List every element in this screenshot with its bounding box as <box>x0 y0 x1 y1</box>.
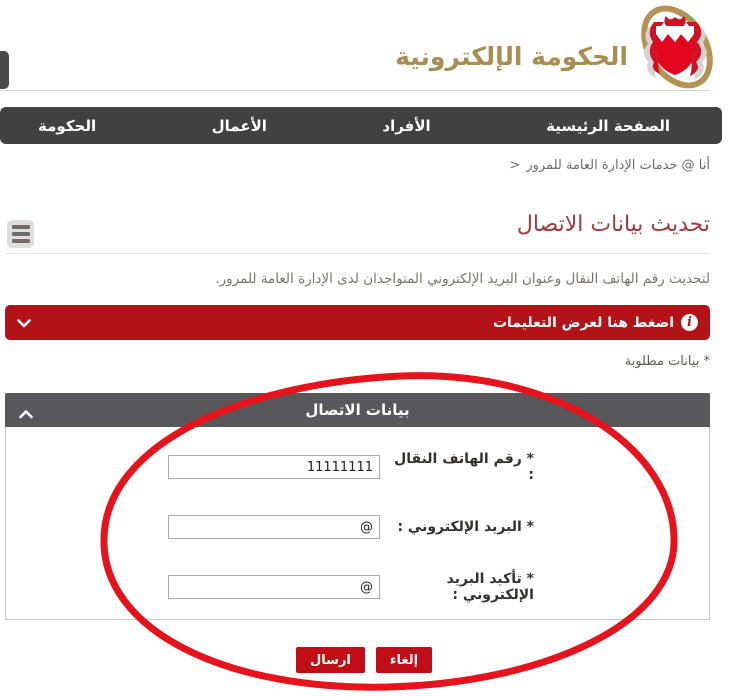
nav-item-home[interactable]: الصفحة الرئيسية <box>546 116 670 135</box>
egov-logo[interactable] <box>395 4 714 94</box>
chevron-up-icon <box>19 404 33 423</box>
breadcrumb-chevron: < <box>509 158 521 173</box>
nav-item-business[interactable]: الأعمال <box>211 116 267 135</box>
contact-data-panel <box>5 393 710 620</box>
side-panel-tab[interactable] <box>0 51 9 89</box>
form-row-email <box>6 515 534 539</box>
main-nav <box>0 107 722 144</box>
menu-icon[interactable] <box>7 220 34 248</box>
mobile-number-label: * رقم الهاتف النقال : <box>394 451 534 483</box>
breadcrumb[interactable] <box>509 158 710 173</box>
logo-text: الحكومة الإلكترونية <box>395 41 628 71</box>
panel-header[interactable] <box>5 393 710 427</box>
nav-item-individuals[interactable]: الأفراد <box>382 116 431 135</box>
mobile-number-field[interactable] <box>168 455 380 479</box>
form-row-mobile <box>6 451 534 483</box>
breadcrumb-text[interactable]: أنا @ خدمات الإدارة العامة للمرور <box>526 158 710 173</box>
header-divider <box>0 90 710 91</box>
panel-title: بيانات الاتصال <box>305 401 410 419</box>
email-label: * البريد الإلكتروني : <box>397 519 534 535</box>
send-button[interactable]: ارسال <box>296 647 365 673</box>
confirm-email-field[interactable] <box>168 575 380 599</box>
banner-label: اضغط هنا لعرض التعليمات <box>492 314 674 331</box>
nav-item-government[interactable]: الحكومة <box>38 116 97 135</box>
page-description: لتحديث رقم الهاتف النقال وعنوان البريد الإلكتروني المتواجدان لدى الإدارة العامة للمرور. <box>215 271 710 287</box>
form-row-confirm-email <box>6 571 534 603</box>
banner-content <box>493 314 698 331</box>
chevron-down-icon <box>17 313 31 332</box>
bahrain-emblem-icon <box>636 4 714 94</box>
instructions-banner[interactable] <box>5 305 710 340</box>
title-divider <box>5 253 710 254</box>
panel-body <box>5 427 710 620</box>
info-icon: i <box>681 314 698 331</box>
cancel-button[interactable]: إلغاء <box>376 647 432 673</box>
confirm-email-label: * تأكيد البريد الإلكتروني : <box>446 571 534 603</box>
required-note: * بيانات مطلوبة <box>624 354 710 369</box>
form-actions <box>296 647 432 673</box>
shield <box>656 26 694 75</box>
email-field[interactable] <box>168 515 380 539</box>
page-title: تحديث بيانات الاتصال <box>516 212 710 237</box>
